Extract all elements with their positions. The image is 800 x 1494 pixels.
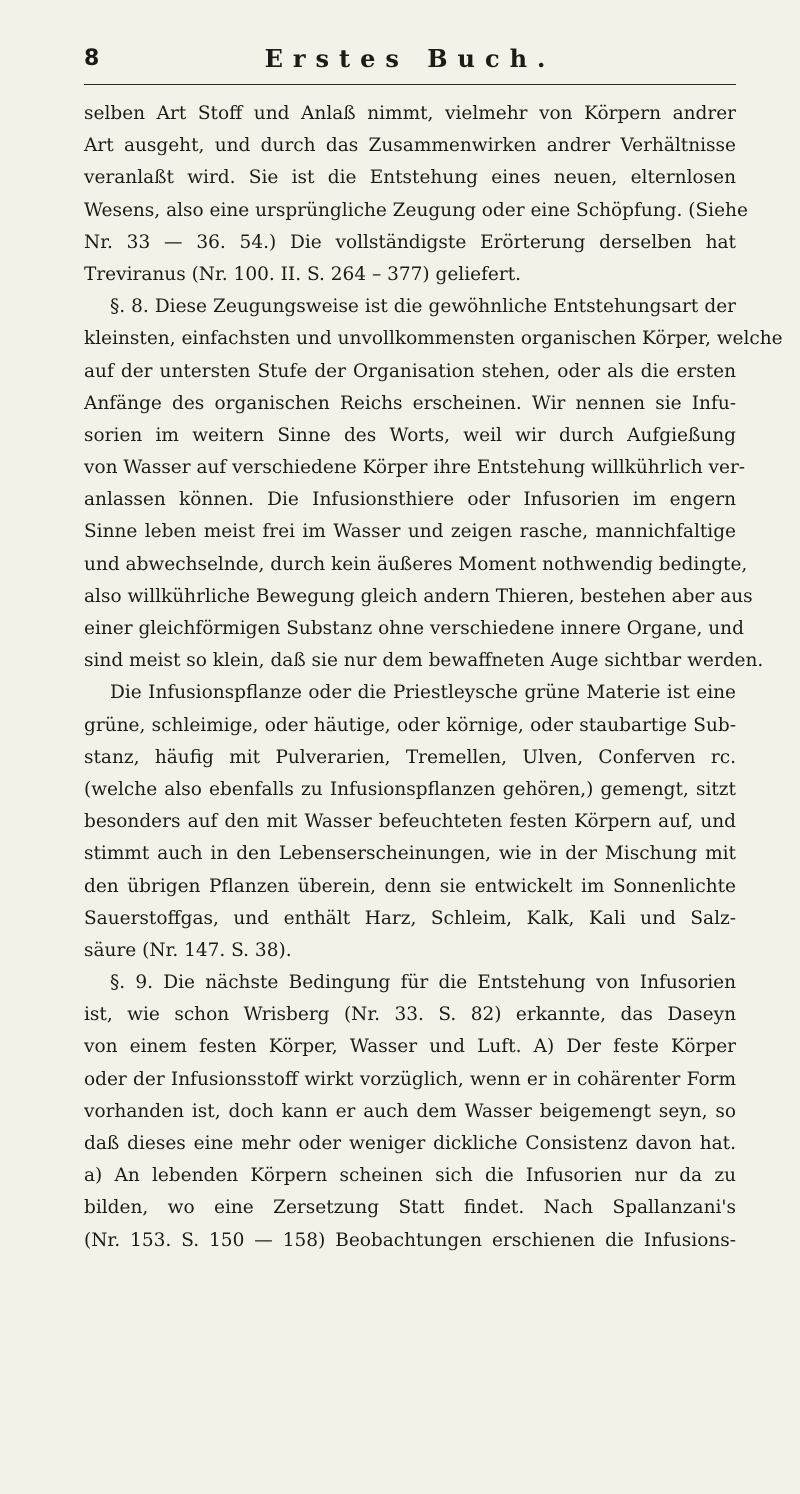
text-line: den übrigen Pflanzen überein, denn sie entwickelt im Sonnenlichte [84,875,736,897]
text-line: von einem festen Körper, Wasser und Luft. A) Der feste Körper [84,1036,736,1058]
text-line: ist, wie schon Wrisberg (Nr. 33. S. 82) erkannte, das Daseyn [84,1004,736,1026]
text-line: säure (Nr. 147. S. 38). [84,939,292,961]
text-line: Die Infusionspflanze oder die Priestleysche grüne Materie ist eine [110,682,736,704]
text-line: (Nr. 153. S. 150 — 158) Beobachtungen erschienen die Infusions- [84,1229,736,1251]
text-line: und abwechselnde, durch kein äußeres Moment nothwendig bedingte, [84,553,748,575]
text-line: einer gleichförmigen Substanz ohne verschiedene innere Organe, und [84,618,744,639]
text-line: grüne, schleimige, oder häutige, oder körnige, oder staubartige Sub- [84,714,736,736]
text-line: von Wasser auf verschiedene Körper ihre Entstehung willkührlich ver- [84,457,746,479]
text-line: besonders auf den mit Wasser befeuchteten festen Körpern auf, und [84,811,736,833]
text-line: Wesens, also eine ursprüngliche Zeugung oder eine Schöpfung. (Siehe [84,199,748,221]
text-line: daß dieses eine mehr oder weniger dickliche Consistenz davon hat. [84,1133,736,1154]
text-line: sorien im weitern Sinne des Worts, weil wir durch Aufgießung [84,424,736,446]
text-line: bilden, wo eine Zersetzung Statt findet. Nach Spallanzani's [84,1197,736,1219]
text-line: a) An lebenden Körpern scheinen sich die Infusorien nur da zu [84,1165,736,1187]
text-line: Sauerstoffgas, und enthält Harz, Schleim, Kalk, Kali und Salz- [84,907,736,929]
running-head: Erstes Buch. [264,44,556,73]
text-line: Treviranus (Nr. 100. II. S. 264 – 377) geliefert. [84,263,522,285]
text-line: Nr. 33 — 36. 54.) Die vollständigste Erörterung derselben hat [84,231,736,253]
text-line: stimmt auch in den Lebenserscheinungen, wie in der Mischung mit [84,843,736,865]
text-line: §. 9. Die nächste Bedingung für die Entstehung von Infusorien [110,972,736,994]
text-line: Anfänge des organischen Reichs erscheinen. Wir nennen sie Infu- [84,392,736,414]
body-text [84,98,783,1257]
page-header [84,44,736,85]
text-line: (welche also ebenfalls zu Infusionspflanzen gehören,) gemengt, sitzt [84,778,736,800]
text-line: veranlaßt wird. Sie ist die Entstehung eines neuen, elternlosen [84,167,736,189]
text-line: also willkührliche Bewegung gleich andern Thieren, bestehen aber aus [84,585,753,607]
text-line: anlassen können. Die Infusionsthiere oder Infusorien im engern [84,489,736,511]
text-line: stanz, häufig mit Pulverarien, Tremellen, Ulven, Conferven rc. [84,746,736,768]
text-line: sind meist so klein, daß sie nur dem bewaffneten Auge sichtbar werden. [84,650,764,672]
text-line: Sinne leben meist frei im Wasser und zeigen rasche, mannichfaltige [84,521,736,543]
text-line: Art ausgeht, und durch das Zusammenwirken andrer Verhältnisse [84,135,736,157]
text-line: vorhanden ist, doch kann er auch dem Wasser beigemengt seyn, so [84,1100,736,1122]
text-line: auf der untersten Stufe der Organisation stehen, oder als die ersten [84,360,736,382]
text-line: selben Art Stoff und Anlaß nimmt, vielmehr von Körpern andrer [84,103,736,124]
text-line: kleinsten, einfachsten und unvollkommensten organischen Körper, welche [84,328,783,350]
text-line: oder der Infusionsstoff wirkt vorzüglich, wenn er in cohärenter Form [84,1068,736,1090]
page-number: 8 [84,46,100,71]
text-line: §. 8. Diese Zeugungsweise ist die gewöhnliche Entstehungsart der [110,296,736,318]
